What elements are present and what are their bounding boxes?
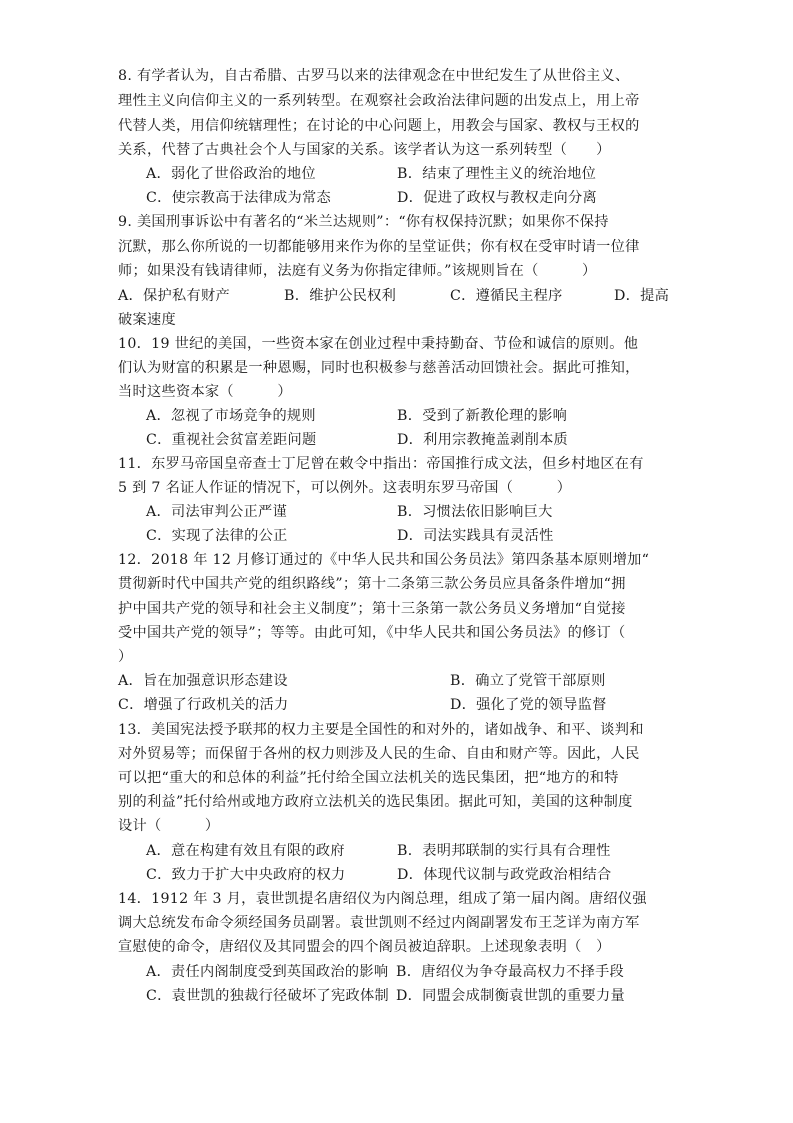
question-8-option-b: B．结束了理性主义的统治地位 <box>397 166 597 182</box>
question-9-option-d: D．提高 <box>614 288 670 304</box>
question-8-stem-line-4: 关系，代替了古典社会个人与国家的关系。该学者认为这一系列转型（ ） <box>118 142 611 158</box>
question-8-option-c: C．使宗教高于法律成为常态 <box>146 190 332 206</box>
question-8-option-a: A．弱化了世俗政治的地位 <box>146 166 316 182</box>
question-8-stem-line-2: 理性主义向信仰主义的一系列转型。在观察社会政治法律问题的出发点上，用上帝 <box>118 93 640 109</box>
question-14-option-a: A．责任内阁制度受到英国政治的影响 <box>146 964 389 980</box>
question-12-stem-line-4: 受中国共产党的领导”；等等。由此可知，《中华人民共和国公务员法》的修订（ <box>118 625 626 641</box>
question-12-option-a: A．旨在加强意识形态建设 <box>118 673 288 689</box>
question-11-option-d: D．司法实践具有灵活性 <box>397 528 554 544</box>
question-8-stem-line-3: 代替人类，用信仰统辖理性；在讨论的中心问题上，用教会与国家、教权与王权的 <box>118 118 640 134</box>
question-13-stem-line-2: 对外贸易等；而保留于各州的权力则涉及人民的生命、自由和财产等。因此，人民 <box>118 746 640 762</box>
question-13-stem-line-5: 设计（ ） <box>118 818 220 834</box>
question-14-option-c: C．袁世凯的独裁行径破坏了宪政体制 <box>146 988 389 1004</box>
question-9-stem-line-2: 沉默，那么你所说的一切都能够用来作为你的呈堂证供；你有权在受审时请一位律 <box>118 239 640 255</box>
question-12-option-b: B．确立了党管干部原则 <box>450 673 606 689</box>
question-13-option-d: D．体现代议制与政党政治相结合 <box>397 867 612 883</box>
question-11-option-a: A．司法审判公正严谨 <box>146 504 287 520</box>
question-14-stem-line-2: 调大总统发布命令须经国务员副署。袁世凯则不经过内阁副署发布王芝详为南方军 <box>118 915 640 931</box>
question-12-stem-line-5: ） <box>118 649 133 665</box>
question-10-option-a: A．忽视了市场竞争的规则 <box>146 408 316 424</box>
question-11-option-c: C．实现了法律的公正 <box>146 528 288 544</box>
question-13-option-a: A．意在构建有效且有限的政府 <box>146 843 345 859</box>
question-14-stem-line-1: 14．1912 年 3 月，袁世凯提名唐绍仪为内阁总理，组成了第一届内阁。唐绍仪强 <box>118 891 647 907</box>
question-10-option-b: B．受到了新教伦理的影响 <box>397 408 568 424</box>
question-13-stem-line-4: 别的利益”托付给州或地方政府立法机关的选民集团。据此可知，美国的这种制度 <box>118 794 633 810</box>
question-12-option-d: D．强化了党的领导监督 <box>450 697 607 713</box>
question-9-stem-line-1: 9. 美国刑事诉讼中有著名的“米兰达规则”：“你有权保持沉默；如果你不保持 <box>118 214 609 230</box>
question-11-option-b: B．习惯法依旧影响巨大 <box>397 504 553 520</box>
question-9-stem-line-3: 师；如果没有钱请律师，法庭有义务为你指定律师。”该规则旨在（ ） <box>118 263 597 279</box>
question-10-stem-line-2: 们认为财富的积累是一种恩赐，同时也积极参与慈善活动回馈社会。据此可推知， <box>118 360 640 376</box>
question-12-stem-line-1: 12．2018 年 12 月修订通过的《中华人民共和国公务员法》第四条基本原则增加“ <box>118 552 650 568</box>
question-14-option-d: D．同盟会成制衡袁世凯的重要力量 <box>396 988 625 1004</box>
question-11-stem-line-1: 11．东罗马帝国皇帝查士丁尼曾在敕令中指出：帝国推行成文法，但乡村地区在有 <box>118 456 644 472</box>
question-12-stem-line-3: 护中国共产党的领导和社会主义制度”；第十三条第一款公务员义务增加“自觉接 <box>118 601 626 617</box>
question-9-option-b: B．维护公民权利 <box>284 288 397 304</box>
question-11-stem-line-2: 5 到 7 名证人作证的情况下，可以例外。这表明东罗马帝国（ ） <box>118 480 572 496</box>
question-8-stem-line-1: 8. 有学者认为，自古希腊、古罗马以来的法律观念在中世纪发生了从世俗主义、 <box>118 68 630 84</box>
question-12-stem-line-2: 贯彻新时代中国共产党的组织路线”；第十二条第三款公务员应具备条件增加“拥 <box>118 576 626 592</box>
question-12-option-c: C．增强了行政机关的活力 <box>118 697 289 713</box>
question-14-stem-line-3: 宣慰使的命令，唐绍仪及其同盟会的四个阁员被迫辞职。上述现象表明（ ） <box>118 939 611 955</box>
question-13-stem-line-1: 13．美国宪法授予联邦的权力主要是全国性的和对外的，诸如战争、和平、谈判和 <box>118 722 644 738</box>
question-14-option-b: B．唐绍仪为争夺最高权力不择手段 <box>396 964 625 980</box>
question-10-option-c: C．重视社会贫富差距问题 <box>146 432 317 448</box>
question-9-option-c: C．遵循民主程序 <box>450 288 563 304</box>
question-9-option-a: A．保护私有财产 <box>118 288 230 304</box>
question-8-option-d: D．促进了政权与教权走向分离 <box>397 190 598 206</box>
question-13-option-b: B．表明邦联制的实行具有合理性 <box>397 843 611 859</box>
question-10-option-d: D．利用宗教掩盖剥削本质 <box>397 432 569 448</box>
question-10-stem-line-1: 10．19 世纪的美国，一些资本家在创业过程中秉持勤奋、节俭和诚信的原则。他 <box>118 336 639 352</box>
question-10-stem-line-3: 当时这些资本家（ ） <box>118 384 292 400</box>
question-9-option-d-wrap: 破案速度 <box>118 312 176 328</box>
question-13-option-c: C．致力于扩大中央政府的权力 <box>146 867 346 883</box>
question-13-stem-line-3: 可以把“重大的和总体的利益”托付给全国立法机关的选民集团，把“地方的和特 <box>118 770 619 786</box>
